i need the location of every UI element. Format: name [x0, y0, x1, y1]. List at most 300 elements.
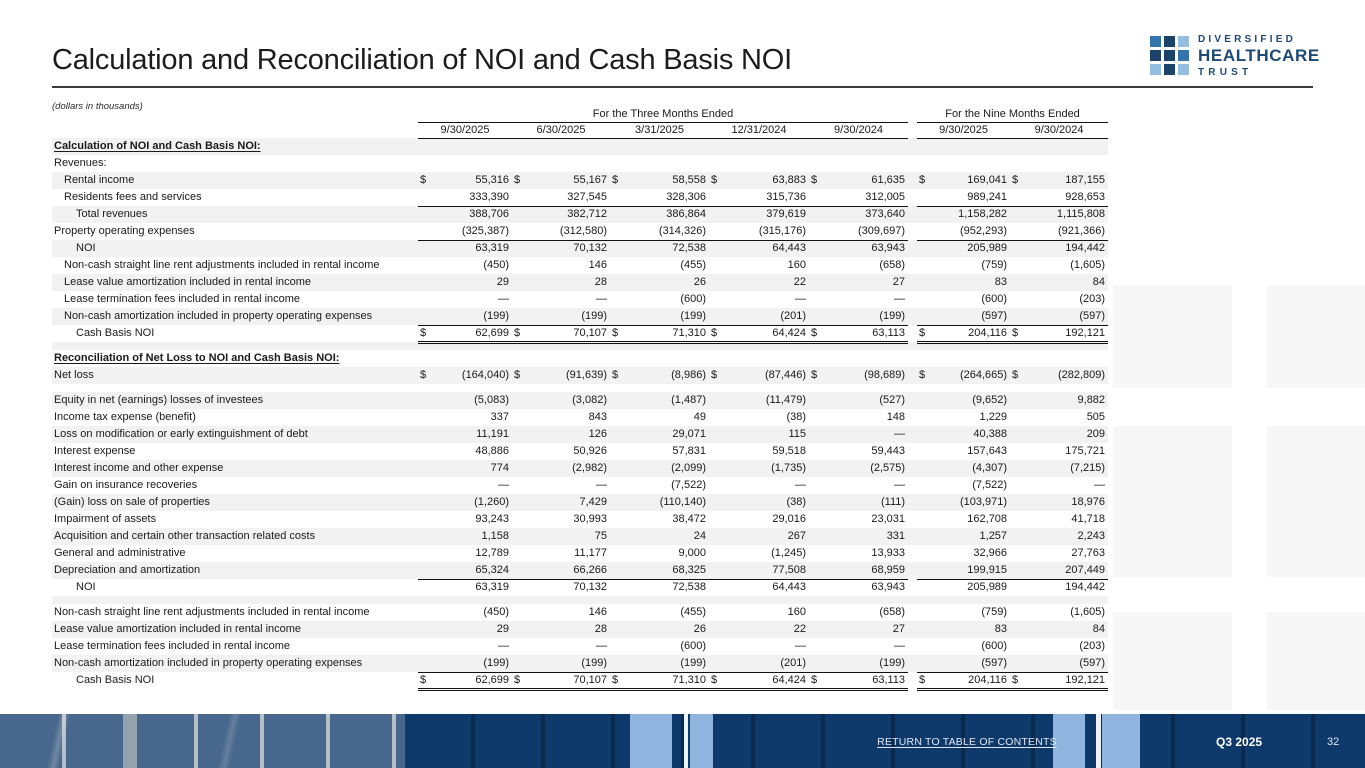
row-label: Non-cash straight line rent adjustments included in rental income [64, 259, 380, 271]
value-cell: (203) [1079, 640, 1106, 652]
row-label: Interest income and other expense [54, 462, 224, 474]
value-cell: $ 55,316 [420, 174, 509, 186]
value-cell: 11,191 [476, 428, 509, 440]
table-row [52, 562, 1108, 579]
row-label: Cash Basis NOI [76, 327, 155, 339]
column-header: 6/30/2025 [512, 122, 610, 138]
value-cell: 84 [1092, 623, 1106, 635]
value-cell: (527) [879, 394, 906, 406]
value-cell: $ 62,699 [418, 672, 512, 689]
column-gap [908, 291, 917, 308]
value-cell: 68,325 [610, 562, 709, 579]
value-cell: $ 204,116 [917, 672, 1010, 689]
value-cell [610, 138, 709, 155]
value-cell: 2,243 [1077, 530, 1106, 542]
value-cell: (1,245) [771, 547, 806, 559]
date-header-row [52, 122, 1108, 138]
value-cell: (600) [981, 293, 1008, 305]
value-cell: 199,915 [917, 562, 1010, 579]
value-cell: 382,712 [567, 208, 607, 221]
value-cell [512, 350, 610, 367]
column-gap [908, 545, 917, 562]
row-label: General and administrative [54, 547, 186, 559]
value-cell: 315,736 [709, 189, 809, 206]
value-cell: 774 [490, 462, 509, 474]
table-row [52, 257, 1108, 274]
value-cell: 59,518 [772, 445, 806, 457]
value-cell: 77,508 [709, 562, 809, 579]
ghost-block [1267, 612, 1365, 710]
value-cell: 148 [886, 411, 906, 423]
value-cell [1010, 155, 1108, 172]
footer-glass-panel [1102, 714, 1140, 768]
row-label: Interest expense [54, 445, 136, 457]
column-gap [908, 604, 917, 621]
value-cell: 205,989 [967, 242, 1008, 255]
value-cell: (314,326) [610, 223, 709, 240]
column-header: 12/31/2024 [709, 122, 809, 138]
value-cell: 93,243 [475, 513, 509, 525]
logo-line1: DIVERSIFIED [1198, 34, 1296, 45]
value-cell: 379,619 [766, 208, 806, 221]
value-cell: 13,933 [871, 547, 906, 559]
value-cell: $ (91,639) [514, 369, 607, 381]
table-row [52, 172, 1108, 189]
value-cell: $ 62,699 [418, 325, 512, 342]
value-cell: 1,257 [979, 530, 1008, 542]
value-cell: 146 [588, 259, 607, 271]
value-cell: (111) [881, 496, 906, 508]
row-label: Income tax expense (benefit) [54, 411, 196, 423]
value-cell: (199) [809, 308, 908, 325]
value-cell: 327,545 [512, 189, 610, 206]
value-cell: (597) [1010, 308, 1108, 325]
column-gap [908, 367, 917, 384]
value-cell: (203) [1079, 293, 1106, 305]
value-cell: 29,071 [672, 428, 706, 440]
value-cell: 70,132 [573, 581, 607, 594]
value-cell: (11,479) [765, 394, 806, 406]
value-cell: (315,176) [709, 223, 809, 240]
value-cell: (450) [483, 259, 509, 271]
column-gap [908, 494, 917, 511]
value-cell: 28 [594, 276, 607, 288]
column-gap [908, 443, 917, 460]
table-row [52, 494, 1108, 511]
row-label: Property operating expenses [54, 225, 195, 237]
group-header-row [52, 106, 1108, 122]
value-cell: — [596, 479, 607, 491]
column-header: 9/30/2024 [1010, 122, 1108, 138]
value-cell [418, 350, 512, 367]
value-cell: 24 [693, 530, 706, 542]
footer-glass-panel [690, 714, 713, 768]
value-cell [610, 155, 709, 172]
row-label: Lease termination fees included in rental income [64, 293, 301, 305]
column-gap [908, 172, 917, 189]
value-cell: (1,605) [1070, 259, 1106, 271]
row-label: Lease value amortization included in rental income [64, 276, 312, 288]
row-label: Depreciation and amortization [54, 564, 201, 576]
column-gap [908, 138, 917, 155]
row-label: NOI [76, 581, 96, 593]
value-cell: 22 [793, 276, 806, 288]
logo-square [1150, 50, 1161, 61]
table-row [52, 206, 1108, 223]
value-cell [1010, 350, 1108, 367]
logo-text [1198, 34, 1320, 78]
table-row [52, 655, 1108, 672]
logo-square [1178, 50, 1189, 61]
value-cell: 160 [787, 606, 806, 618]
value-cell: $ 71,310 [610, 672, 709, 689]
value-cell: (9,652) [972, 394, 1008, 406]
value-cell: (597) [917, 655, 1010, 672]
row-label: Gain on insurance recoveries [54, 479, 198, 491]
value-cell: — [894, 293, 906, 305]
value-cell: 1,158,282 [958, 208, 1008, 221]
value-cell: $ 169,041 [919, 174, 1008, 186]
units-note: (dollars in thousands) [52, 101, 143, 112]
value-cell: (7,522) [671, 479, 706, 491]
page-number: 32 [1327, 736, 1340, 748]
value-cell [512, 138, 610, 155]
column-gap [908, 579, 917, 596]
value-cell: 843 [588, 411, 607, 423]
value-cell: $ 187,155 [1012, 174, 1106, 186]
table-row [52, 426, 1108, 443]
value-cell [418, 155, 512, 172]
value-cell: 267 [787, 530, 806, 542]
value-cell: 9,882 [1077, 394, 1106, 406]
value-cell: 27 [892, 276, 906, 288]
row-label: Impairment of assets [54, 513, 157, 525]
value-cell: (199) [610, 655, 709, 672]
column-gap [908, 155, 917, 172]
column-gap [908, 206, 917, 223]
value-cell: 1,115,808 [1056, 208, 1106, 221]
value-cell: (455) [680, 606, 706, 618]
footer-panel-divider [684, 714, 688, 768]
value-cell [512, 155, 610, 172]
value-cell: 175,721 [1065, 445, 1106, 457]
column-gap [908, 655, 917, 672]
value-cell: (450) [483, 606, 509, 618]
value-cell: $ 71,310 [610, 325, 709, 342]
table-row [52, 325, 1108, 342]
value-cell: (201) [709, 308, 809, 325]
value-cell: 328,306 [610, 189, 709, 206]
column-gap [908, 350, 917, 367]
value-cell: — [1094, 479, 1106, 491]
value-cell: (7,215) [1070, 462, 1106, 474]
logo-square [1164, 36, 1175, 47]
value-cell: $ 204,116 [917, 325, 1010, 342]
column-header: 9/30/2024 [809, 122, 908, 138]
table-row [52, 350, 1108, 367]
row-label: Non-cash amortization included in property operating expenses [64, 310, 373, 322]
value-cell: 194,442 [1065, 581, 1106, 594]
row-label: Rental income [64, 174, 135, 186]
column-gap [908, 274, 917, 291]
value-cell: 65,324 [418, 562, 512, 579]
value-cell: 18,976 [1071, 496, 1106, 508]
value-cell: 1,158 [481, 530, 509, 542]
table-row [52, 638, 1108, 655]
value-cell: (952,293) [917, 223, 1010, 240]
value-cell: (199) [418, 655, 512, 672]
column-gap [908, 638, 917, 655]
group-header-nine-months: For the Nine Months Ended [917, 106, 1108, 122]
value-cell: $ 55,167 [514, 174, 607, 186]
value-cell: 75 [594, 530, 607, 542]
table-row [52, 189, 1108, 206]
column-gap [908, 672, 917, 689]
value-cell: 40,388 [973, 428, 1008, 440]
value-cell: 63,943 [871, 581, 906, 594]
noi-table-body [52, 138, 1108, 689]
column-gap [908, 621, 917, 638]
value-cell: — [596, 293, 607, 305]
value-cell: 9,000 [678, 547, 706, 559]
value-cell: $ 61,635 [811, 174, 906, 186]
value-cell: 32,966 [973, 547, 1008, 559]
value-cell: (455) [680, 259, 706, 271]
value-cell [709, 138, 809, 155]
value-cell: 68,959 [809, 562, 908, 579]
value-cell: 331 [886, 530, 906, 542]
row-label: Reconciliation of Net Loss to NOI and Cash Basis NOI: [54, 352, 340, 364]
value-cell: (38) [786, 496, 806, 508]
value-cell: 48,886 [475, 445, 509, 457]
value-cell: $ 58,558 [612, 174, 706, 186]
value-cell: 63,943 [871, 242, 906, 255]
value-cell: (199) [809, 655, 908, 672]
value-cell: 386,864 [666, 208, 706, 221]
page-title: Calculation and Reconciliation of NOI and Cash Basis NOI [52, 44, 792, 76]
value-cell: 26 [693, 276, 706, 288]
row-label: Net loss [54, 369, 94, 381]
value-cell: (4,307) [972, 462, 1008, 474]
value-cell [1010, 138, 1108, 155]
group-header-three-months: For the Three Months Ended [418, 106, 908, 122]
value-cell: — [498, 479, 509, 491]
spacer-row [52, 342, 1108, 350]
value-cell: 160 [787, 259, 806, 271]
logo-square [1150, 36, 1161, 47]
value-cell: $ (164,040) [420, 369, 509, 381]
table-row [52, 409, 1108, 426]
value-cell: 505 [1086, 411, 1106, 423]
value-cell: $ 64,424 [709, 325, 809, 342]
row-label: Cash Basis NOI [76, 674, 155, 686]
value-cell: 50,926 [573, 445, 607, 457]
value-cell: — [498, 293, 509, 305]
ghost-block [1267, 426, 1365, 577]
value-cell: 1,229 [979, 411, 1008, 423]
noi-table [52, 106, 1108, 691]
table-row [52, 460, 1108, 477]
value-cell: 41,718 [1071, 513, 1106, 525]
column-gap [908, 409, 917, 426]
title-rule [52, 86, 1313, 88]
value-cell: $ 70,107 [512, 325, 610, 342]
value-cell: — [596, 640, 607, 652]
row-label: Loss on modification or early extinguishment of debt [54, 428, 308, 440]
footer-photo-mullion [123, 714, 137, 768]
row-label: Acquisition and certain other transaction related costs [54, 530, 316, 542]
value-cell [917, 350, 1010, 367]
table-row [52, 223, 1108, 240]
value-cell: 373,640 [865, 208, 906, 221]
value-cell: (921,366) [1010, 223, 1108, 240]
value-cell: 57,831 [672, 445, 706, 457]
logo-square [1164, 64, 1175, 75]
value-cell: 66,266 [512, 562, 610, 579]
row-label: Calculation of NOI and Cash Basis NOI: [54, 140, 261, 152]
row-label: Non-cash amortization included in property operating expenses [54, 657, 363, 669]
table-row [52, 443, 1108, 460]
value-cell: (600) [981, 640, 1008, 652]
company-logo [1150, 34, 1320, 78]
column-gap [908, 325, 917, 342]
value-cell: 64,443 [772, 242, 806, 255]
value-cell: (658) [879, 606, 906, 618]
value-cell: 312,005 [809, 189, 908, 206]
value-cell: (759) [981, 606, 1008, 618]
column-header: 9/30/2025 [917, 122, 1010, 138]
logo-square [1178, 64, 1189, 75]
value-cell: (201) [709, 655, 809, 672]
value-cell [917, 138, 1010, 155]
table-row [52, 367, 1108, 384]
value-cell: 30,993 [573, 513, 607, 525]
value-cell: 337 [490, 411, 509, 423]
value-cell: — [894, 640, 906, 652]
table-row [52, 308, 1108, 325]
value-cell: (597) [917, 308, 1010, 325]
table-row [52, 291, 1108, 308]
footer-panel-divider [1096, 714, 1101, 768]
noi-table-wrap [52, 106, 1108, 691]
column-gap [908, 562, 917, 579]
value-cell [917, 155, 1010, 172]
value-cell: (38) [786, 411, 806, 423]
value-cell [709, 155, 809, 172]
value-cell: 27 [892, 623, 906, 635]
table-row [52, 274, 1108, 291]
value-cell: — [795, 479, 806, 491]
value-cell: 333,390 [418, 189, 512, 206]
value-cell: 115 [788, 428, 806, 440]
value-cell [809, 155, 908, 172]
table-row [52, 392, 1108, 409]
value-cell: (1,487) [671, 394, 706, 406]
value-cell: (312,580) [512, 223, 610, 240]
value-cell: (110,140) [659, 496, 706, 508]
value-cell: — [795, 640, 806, 652]
return-to-toc-link[interactable]: RETURN TO TABLE OF CONTENTS [877, 736, 1057, 748]
row-label: Non-cash straight line rent adjustments included in rental income [54, 606, 370, 618]
column-gap [908, 477, 917, 494]
column-gap [908, 223, 917, 240]
value-cell: — [498, 640, 509, 652]
value-cell: 28 [594, 623, 607, 635]
value-cell: $ 63,883 [711, 174, 806, 186]
value-cell: 83 [994, 623, 1008, 635]
table-row [52, 579, 1108, 596]
spacer-row [52, 596, 1108, 604]
value-cell: $ 63,113 [809, 325, 908, 342]
value-cell: 162,708 [967, 513, 1008, 525]
value-cell: 146 [588, 606, 607, 618]
value-cell: $ (8,986) [612, 369, 706, 381]
row-label: Equity in net (earnings) losses of investees [54, 394, 264, 406]
value-cell: (1,260) [474, 496, 509, 508]
ghost-block [1267, 285, 1365, 388]
value-cell: 22 [793, 623, 806, 635]
row-label: NOI [76, 242, 96, 254]
column-header: 9/30/2025 [418, 122, 512, 138]
value-cell: 29,016 [772, 513, 806, 525]
row-label: (Gain) loss on sale of properties [54, 496, 210, 508]
value-cell: (199) [418, 308, 512, 325]
table-row [52, 477, 1108, 494]
table-row [52, 545, 1108, 562]
value-cell [709, 350, 809, 367]
table-row [52, 621, 1108, 638]
table-row [52, 155, 1108, 172]
value-cell: 157,643 [967, 445, 1008, 457]
column-gap [908, 528, 917, 545]
value-cell: 27,763 [1071, 547, 1106, 559]
column-gap [908, 257, 917, 274]
value-cell [418, 138, 512, 155]
value-cell: (325,387) [418, 223, 512, 240]
row-label: Revenues: [54, 157, 107, 169]
value-cell: $ 64,424 [709, 672, 809, 689]
value-cell: 989,241 [917, 189, 1010, 206]
value-cell: (199) [512, 308, 610, 325]
value-cell: 29 [496, 276, 509, 288]
value-cell: $ (87,446) [711, 369, 806, 381]
value-cell: $ 70,107 [512, 672, 610, 689]
value-cell: — [894, 428, 906, 440]
value-cell: (1,605) [1070, 606, 1106, 618]
value-cell: 63,319 [475, 242, 509, 255]
column-gap [908, 460, 917, 477]
value-cell: (597) [1010, 655, 1108, 672]
value-cell: 70,132 [573, 242, 607, 255]
value-cell: 84 [1092, 276, 1106, 288]
column-gap [908, 240, 917, 257]
ghost-block [1113, 612, 1232, 710]
table-row [52, 240, 1108, 257]
value-cell: $ (98,689) [811, 369, 906, 381]
footer-glass-panel [630, 714, 672, 768]
logo-square [1164, 50, 1175, 61]
value-cell: (199) [512, 655, 610, 672]
table-row [52, 672, 1108, 689]
footer [0, 714, 1365, 768]
logo-grid-icon [1150, 36, 1189, 78]
value-cell: $ 192,121 [1010, 325, 1108, 342]
value-cell: — [795, 293, 806, 305]
value-cell [809, 138, 908, 155]
value-cell: (658) [879, 259, 906, 271]
value-cell: 72,538 [672, 581, 706, 594]
value-cell: $ (264,665) [919, 369, 1008, 381]
